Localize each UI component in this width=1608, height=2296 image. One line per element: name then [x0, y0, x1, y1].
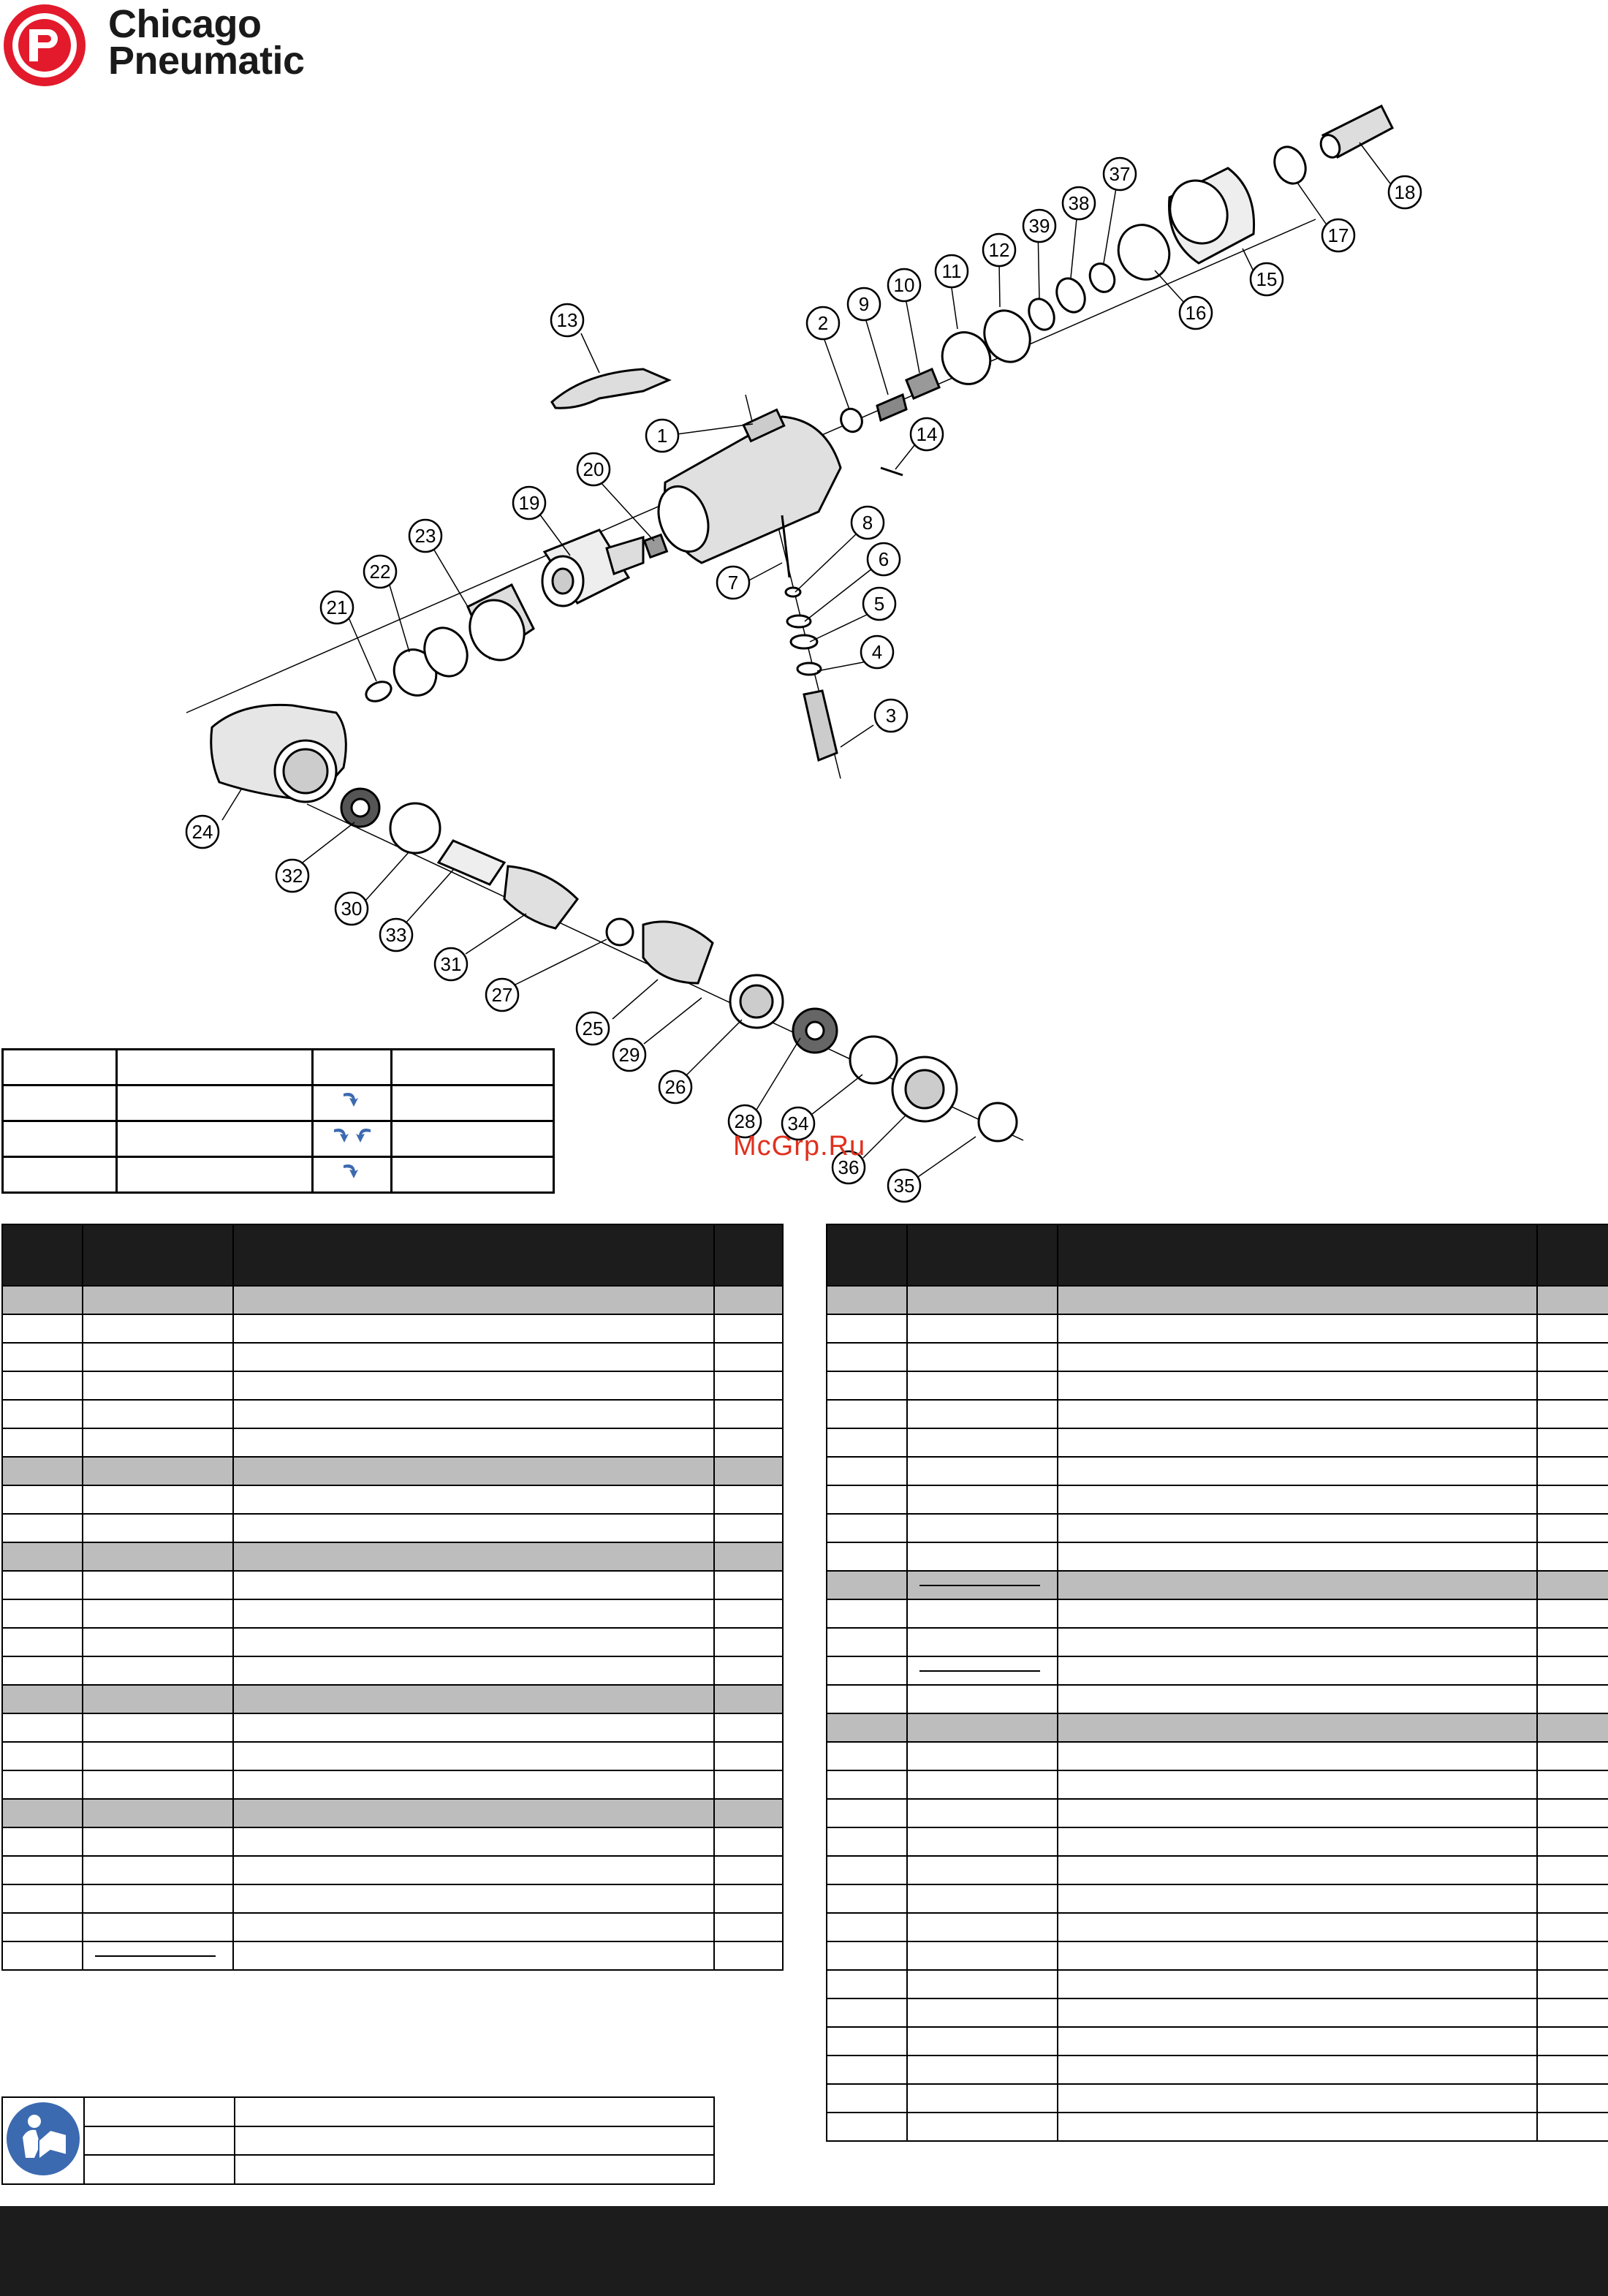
rotation-right-icon	[313, 1086, 392, 1121]
callout-number: 15	[1256, 268, 1278, 290]
callout-32	[276, 860, 308, 892]
table-row	[827, 1485, 1608, 1514]
table-group-row	[2, 1685, 783, 1713]
table-row	[2, 1400, 783, 1428]
table-group-row	[2, 1799, 783, 1827]
callout-9	[848, 288, 880, 320]
table-row	[2, 1913, 783, 1941]
table-row	[827, 1770, 1608, 1799]
table-row	[2, 1571, 783, 1599]
callout-11	[936, 255, 968, 287]
table-group-row	[827, 1713, 1608, 1742]
table-row	[2, 1514, 783, 1542]
table-row	[827, 1314, 1608, 1343]
rotation-table	[1, 1048, 555, 1194]
table-row	[2, 1599, 783, 1628]
table-row	[827, 1742, 1608, 1770]
callout-number: 33	[385, 924, 407, 946]
callout-number: 29	[618, 1044, 640, 1066]
callout-7	[717, 567, 749, 599]
callout-number: 1	[656, 425, 668, 447]
callout-number: 6	[878, 548, 890, 570]
table-row	[2, 1713, 783, 1742]
callout-number: 17	[1327, 224, 1349, 246]
table-group-row	[827, 1571, 1608, 1599]
callout-25	[577, 1012, 609, 1045]
parts-table-right	[826, 1224, 1608, 2142]
table-row	[827, 1656, 1608, 1685]
callout-17	[1322, 219, 1354, 251]
callout-12	[983, 234, 1015, 266]
callout-13	[551, 304, 583, 336]
table-row	[827, 1457, 1608, 1485]
brand-name-line1: Chicago	[108, 2, 262, 46]
table-row	[827, 1970, 1608, 1998]
callout-number: 11	[941, 260, 962, 282]
underline-mark	[95, 1955, 216, 1957]
callout-number: 22	[369, 561, 391, 583]
table-row	[2, 1485, 783, 1514]
table-header-row	[2, 1224, 783, 1286]
table-row	[827, 2113, 1608, 2141]
diagram-parts	[211, 106, 1392, 1141]
callout-number: 9	[858, 293, 870, 315]
callout-number: 7	[727, 572, 739, 594]
table-row	[2, 1770, 783, 1799]
table-row	[2, 1428, 783, 1457]
callout-29	[613, 1039, 645, 1071]
callout-21	[321, 591, 353, 624]
table-row	[827, 1599, 1608, 1628]
table-row	[827, 1542, 1608, 1571]
table-row	[827, 1941, 1608, 1970]
callout-number: 13	[556, 309, 578, 331]
callout-26	[659, 1071, 691, 1103]
table-row	[827, 1884, 1608, 1913]
parts-table-left	[1, 1224, 784, 1971]
callout-5	[863, 588, 895, 620]
table-row	[2, 1628, 783, 1656]
callout-number: 38	[1068, 192, 1090, 214]
callout-20	[577, 453, 610, 485]
callout-39	[1023, 210, 1055, 242]
callout-number: 16	[1185, 302, 1207, 324]
callout-8	[852, 507, 884, 539]
callout-19	[513, 487, 545, 519]
callout-number: 37	[1109, 163, 1131, 185]
callout-number: 21	[326, 596, 348, 618]
table-row	[827, 2084, 1608, 2113]
callout-number: 30	[341, 898, 363, 920]
callout-18	[1389, 176, 1421, 208]
callout-number: 25	[582, 1018, 604, 1039]
table-group-row	[827, 1286, 1608, 1314]
callout-1	[646, 420, 678, 452]
table-row	[827, 1371, 1608, 1400]
table-header-row	[827, 1224, 1608, 1286]
underline-mark	[919, 1585, 1040, 1586]
callout-33	[380, 919, 412, 951]
callout-number: 12	[988, 239, 1010, 261]
callout-number: 14	[916, 423, 938, 445]
table-row	[827, 1514, 1608, 1542]
table-row	[2, 1856, 783, 1884]
callout-number: 35	[893, 1175, 915, 1197]
table-row	[2, 1827, 783, 1856]
callout-15	[1251, 263, 1283, 295]
callout-number: 28	[734, 1110, 756, 1132]
callout-number: 26	[664, 1076, 686, 1098]
callout-24	[186, 816, 219, 848]
table-row	[827, 1998, 1608, 2027]
table-row	[827, 1685, 1608, 1713]
callout-27	[486, 979, 518, 1011]
table-group-row	[2, 1457, 783, 1485]
table-row	[827, 1856, 1608, 1884]
callout-number: 18	[1394, 181, 1416, 203]
table-row	[827, 1428, 1608, 1457]
callout-number: 23	[414, 525, 436, 547]
table-group-row	[2, 1286, 783, 1314]
table-row	[2, 1371, 783, 1400]
table-row	[2, 1314, 783, 1343]
callout-number: 39	[1028, 215, 1050, 237]
manual-table	[1, 2096, 715, 2185]
table-row	[827, 2056, 1608, 2084]
callout-number: 34	[787, 1113, 809, 1134]
table-row	[827, 1400, 1608, 1428]
callout-number: 19	[518, 492, 540, 514]
underline-mark	[919, 1670, 1040, 1672]
table-row	[827, 1827, 1608, 1856]
callout-14	[911, 418, 943, 450]
table-row	[827, 1799, 1608, 1827]
callout-number: 32	[281, 865, 303, 887]
callout-number: 10	[893, 274, 915, 296]
callout-number: 31	[440, 953, 462, 975]
table-group-row	[2, 1542, 783, 1571]
callout-23	[409, 520, 441, 552]
callout-2	[807, 307, 839, 339]
callout-6	[868, 543, 900, 575]
callout-16	[1180, 297, 1212, 329]
rotation-reversible-icon	[313, 1121, 392, 1157]
callout-number: 36	[838, 1156, 860, 1178]
rotation-right-icon	[313, 1157, 392, 1193]
callout-38	[1063, 187, 1095, 219]
table-row	[2, 1884, 783, 1913]
table-row	[2, 1343, 783, 1371]
table-row	[827, 1913, 1608, 1941]
callout-number: 20	[583, 458, 604, 480]
table-row	[2, 1941, 783, 1970]
callout-number: 2	[817, 312, 829, 334]
callout-number: 8	[862, 512, 873, 534]
callout-number: 27	[491, 984, 513, 1006]
table-row	[2, 1656, 783, 1685]
watermark: McGrp.Ru	[733, 1131, 866, 1162]
read-manual-icon	[2, 2097, 84, 2184]
callout-22	[364, 556, 396, 588]
brand-name-line2: Pneumatic	[108, 39, 305, 83]
callout-30	[335, 893, 368, 925]
table-row	[827, 2027, 1608, 2056]
callout-31	[435, 948, 467, 980]
callout-4	[861, 636, 893, 668]
table-row	[827, 1628, 1608, 1656]
callout-3	[875, 700, 907, 732]
table-row	[827, 1343, 1608, 1371]
table-row	[2, 1742, 783, 1770]
callout-35	[888, 1170, 920, 1202]
callout-37	[1104, 158, 1136, 190]
callout-number: 24	[191, 821, 213, 843]
callout-number: 5	[873, 593, 885, 615]
footer-bar	[0, 2206, 1608, 2296]
callout-10	[888, 269, 920, 301]
callout-number: 3	[885, 705, 897, 727]
callout-number: 4	[871, 641, 883, 663]
